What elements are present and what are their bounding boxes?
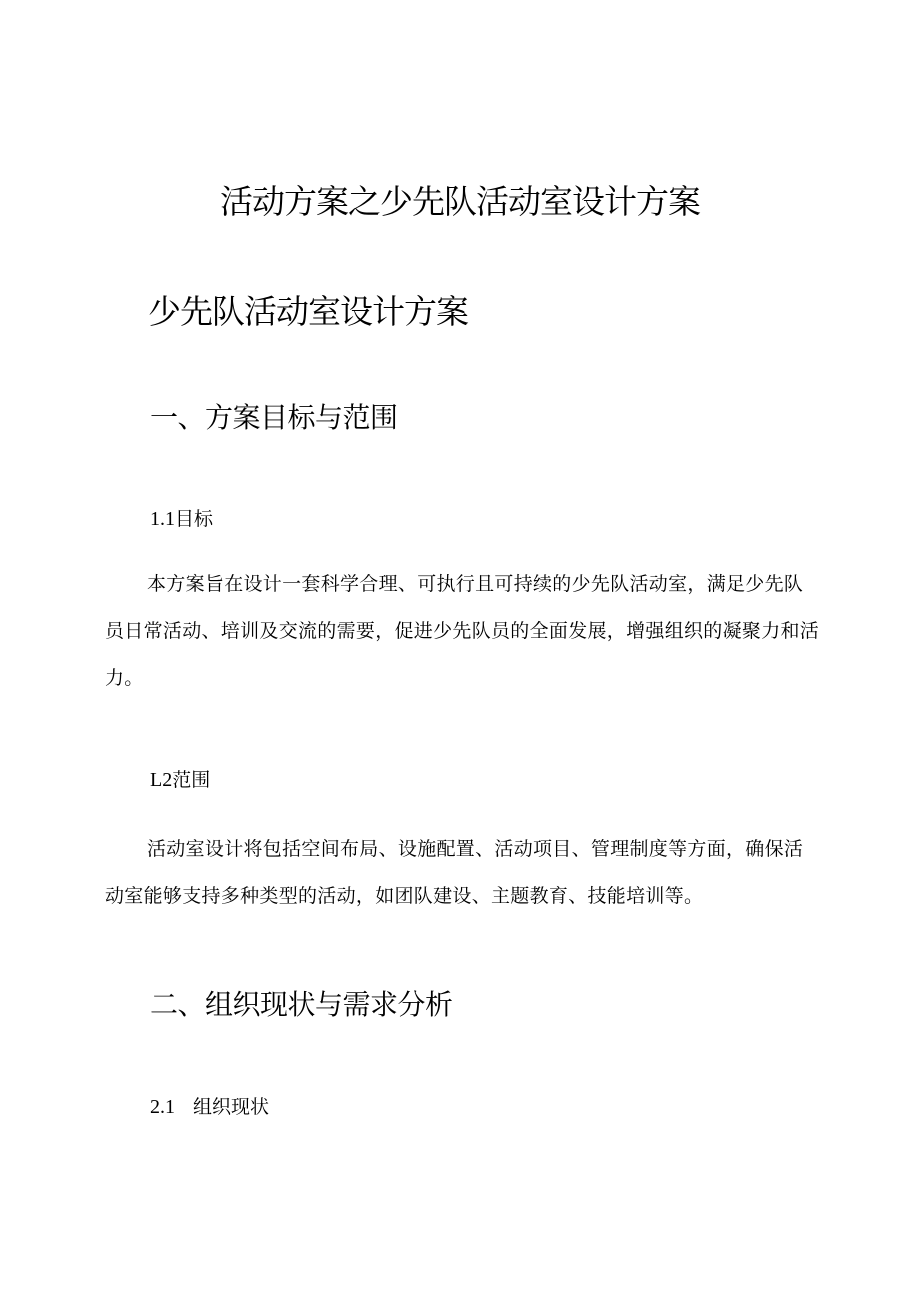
subsection-heading-1-2: [150, 766, 210, 794]
subsection-label: 目标: [175, 508, 214, 530]
document-title: 活动方案之少先队活动室设计方案: [220, 182, 700, 221]
section-heading-1: 一、方案目标与范围: [150, 401, 398, 434]
subsection-heading-2-1: [150, 1093, 269, 1121]
subsection-number: L2: [150, 769, 173, 791]
document-subtitle: 少先队活动室设计方案: [148, 292, 468, 331]
section-heading-2: 二、组织现状与需求分析: [150, 988, 453, 1021]
subsection-label: 组织现状: [193, 1096, 270, 1118]
subsection-heading-1-1: [150, 505, 213, 533]
paragraph-scope: 活动室设计将包括空间布局、设施配置、活动项目、管理制度等方面，确保活动室能够支持多种类型的活动，如团队建设、主题教育、技能培训等。: [105, 838, 804, 907]
paragraph-goal: 本方案旨在设计一套科学合理、可执行且可持续的少先队活动室，满足少先队员日常活动、培训及交流的需要，促进少先队员的全面发展，增强组织的凝聚力和活力。: [105, 573, 820, 689]
subsection-label: 范围: [172, 769, 211, 791]
subsection-number: 1.1: [150, 508, 175, 530]
subsection-number: 2.1: [150, 1096, 175, 1118]
